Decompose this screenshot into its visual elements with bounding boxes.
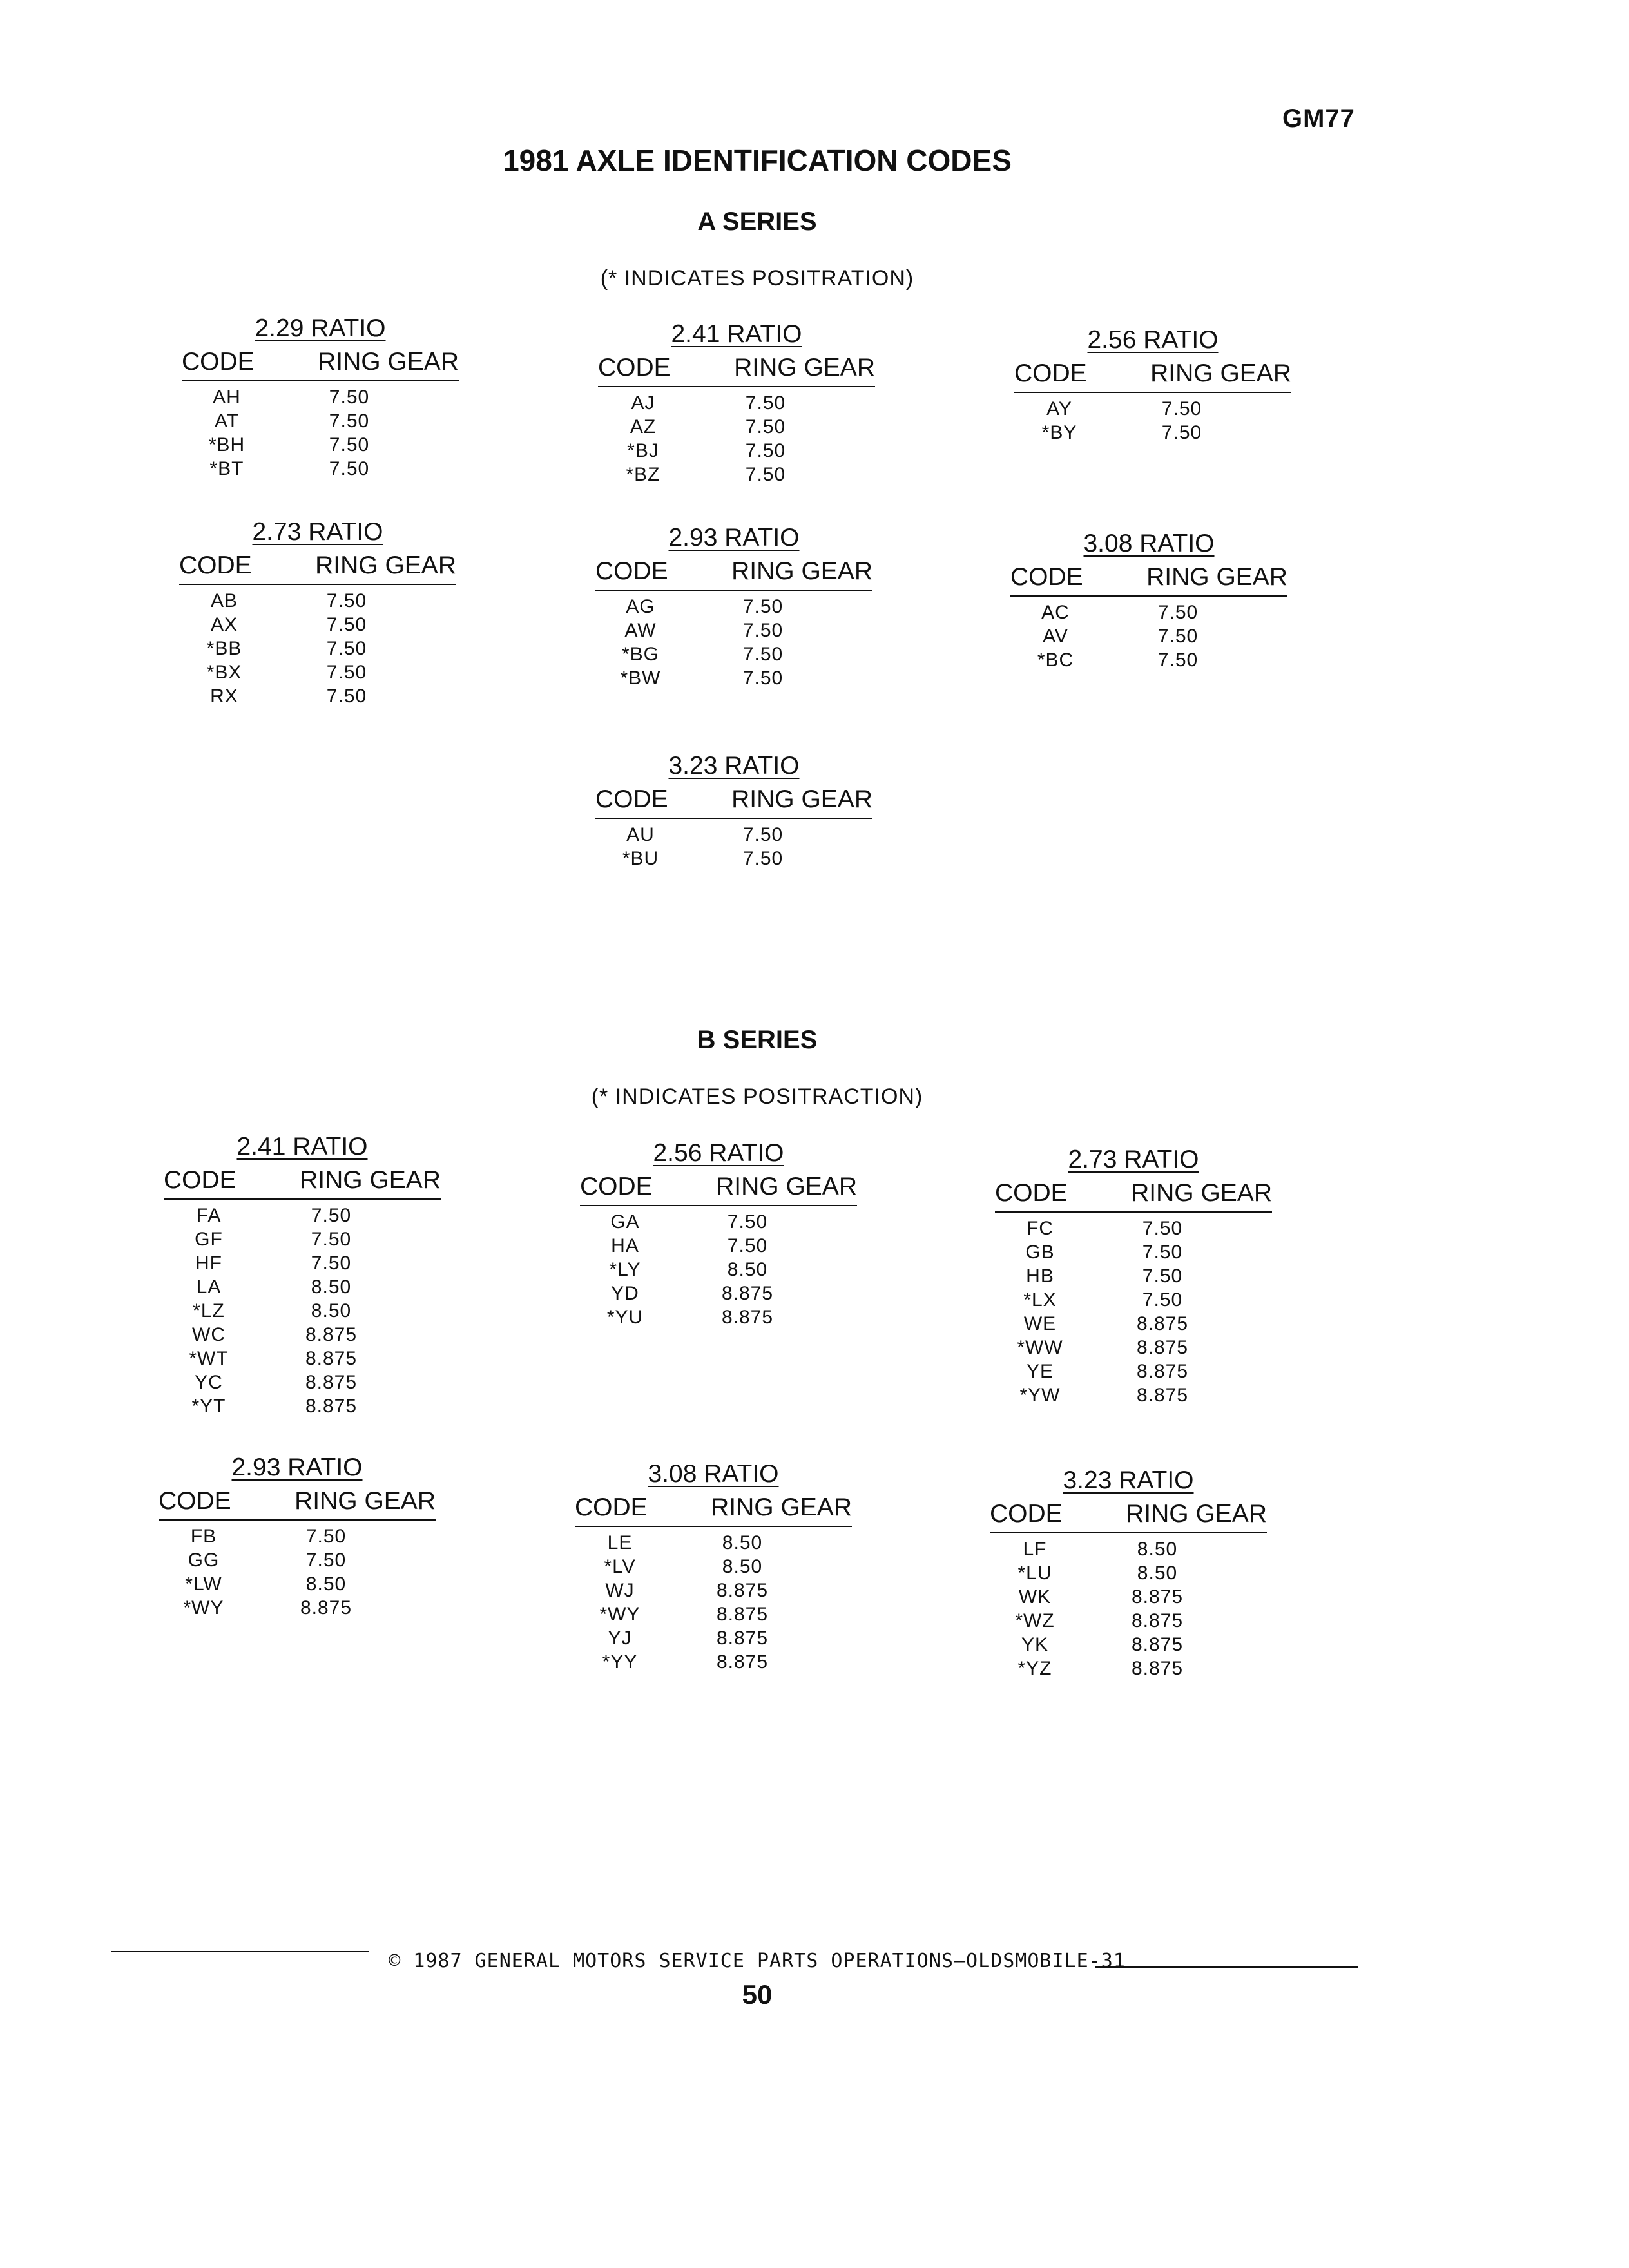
ring-gear-size: 7.50 <box>727 1235 768 1256</box>
ring-gear-size: 8.875 <box>1136 1361 1189 1382</box>
axle-code: GF <box>195 1229 223 1250</box>
table-row <box>1010 601 1287 624</box>
table-row <box>595 666 872 690</box>
table-row <box>179 660 456 684</box>
column-header <box>164 1166 441 1200</box>
axle-code: *BW <box>620 668 661 689</box>
ratio-label: 3.08 RATIO <box>648 1460 779 1488</box>
table-body <box>182 385 459 481</box>
ring-gear-size: 7.50 <box>329 458 370 479</box>
axle-code: *BY <box>1041 422 1077 443</box>
column-header <box>598 354 875 387</box>
code-column-header: CODE <box>598 354 671 381</box>
ring-gear-size: 7.50 <box>727 1211 768 1233</box>
column-header <box>995 1179 1272 1213</box>
ring-gear-size: 7.50 <box>305 1526 347 1547</box>
axle-code: FC <box>1027 1218 1054 1239</box>
table-row <box>164 1347 441 1370</box>
ring-gear-size: 7.50 <box>1161 398 1202 419</box>
ring-gear-size: 7.50 <box>326 590 367 611</box>
ratio-table <box>595 524 872 690</box>
ring-gear-size: 8.50 <box>722 1556 763 1577</box>
ring-gear-size: 7.50 <box>1142 1242 1183 1263</box>
table-row <box>575 1531 852 1555</box>
table-row <box>595 619 872 642</box>
axle-code: AY <box>1046 398 1072 419</box>
ratio-heading <box>179 518 456 546</box>
axle-code: *BX <box>206 662 242 683</box>
ring-gear-size: 7.50 <box>742 668 784 689</box>
table-body <box>179 589 456 708</box>
b-series-heading: B SERIES <box>697 1026 818 1054</box>
table-row <box>995 1240 1272 1264</box>
ring-gear-column-header: RING GEAR <box>1150 360 1291 387</box>
table-row <box>182 409 459 433</box>
code-column-header: CODE <box>1010 563 1083 591</box>
axle-code: *LZ <box>193 1300 225 1321</box>
code-column-header: CODE <box>159 1487 231 1515</box>
table-row <box>580 1305 857 1329</box>
axle-code: FA <box>196 1205 222 1226</box>
ratio-label: 2.93 RATIO <box>668 524 800 552</box>
ring-gear-size: 7.50 <box>311 1205 352 1226</box>
table-body <box>580 1210 857 1329</box>
axle-code: AH <box>213 387 241 408</box>
ring-gear-size: 7.50 <box>1142 1289 1183 1311</box>
ring-gear-size: 7.50 <box>1157 626 1199 647</box>
ring-gear-size: 8.875 <box>305 1324 358 1345</box>
axle-code: *YY <box>602 1651 638 1673</box>
ratio-table <box>159 1454 436 1620</box>
ring-gear-column-header: RING GEAR <box>1146 563 1287 591</box>
axle-code: *LU <box>1017 1562 1052 1584</box>
ring-gear-size: 8.875 <box>1136 1385 1189 1406</box>
axle-code: HA <box>611 1235 639 1256</box>
axle-code: *YZ <box>1017 1658 1052 1679</box>
axle-code: *YW <box>1019 1385 1061 1406</box>
axle-code: AJ <box>631 392 655 414</box>
ring-gear-size: 8.50 <box>727 1259 768 1280</box>
table-row <box>595 847 872 870</box>
axle-code: YK <box>1021 1634 1049 1655</box>
ratio-label: 3.23 RATIO <box>668 752 800 780</box>
table-row <box>575 1555 852 1579</box>
ring-gear-size: 8.50 <box>1137 1562 1178 1584</box>
axle-code: AG <box>626 596 655 617</box>
ratio-heading <box>159 1454 436 1482</box>
table-row <box>580 1258 857 1282</box>
table-row <box>164 1275 441 1299</box>
axle-code: GB <box>1025 1242 1055 1263</box>
axle-code: *LX <box>1023 1289 1057 1311</box>
ratio-table <box>575 1460 852 1674</box>
axle-code: *YU <box>606 1307 644 1328</box>
table-row <box>580 1210 857 1234</box>
axle-code: *BJ <box>627 440 659 461</box>
ratio-label: 2.73 RATIO <box>1068 1146 1199 1173</box>
ring-gear-column-header: RING GEAR <box>1126 1500 1267 1528</box>
table-row <box>575 1626 852 1650</box>
table-row <box>595 595 872 619</box>
table-row <box>179 684 456 708</box>
ratio-label: 2.56 RATIO <box>653 1139 784 1167</box>
ring-gear-size: 8.875 <box>716 1651 769 1673</box>
code-column-header: CODE <box>575 1494 648 1521</box>
table-row <box>598 391 875 415</box>
ring-gear-column-header: RING GEAR <box>300 1166 441 1194</box>
ring-gear-column-header: RING GEAR <box>731 557 872 585</box>
ring-gear-size: 7.50 <box>305 1550 347 1571</box>
axle-code: AT <box>214 410 240 432</box>
axle-code: AZ <box>630 416 657 437</box>
ring-gear-size: 8.875 <box>1131 1658 1184 1679</box>
ratio-table <box>182 314 459 481</box>
axle-code: *WY <box>183 1597 224 1619</box>
table-row <box>990 1609 1267 1633</box>
table-row <box>595 642 872 666</box>
axle-code: *WZ <box>1015 1610 1055 1631</box>
table-row <box>575 1579 852 1602</box>
table-body <box>1014 397 1291 445</box>
ring-gear-column-header: RING GEAR <box>315 552 456 579</box>
ratio-table <box>598 320 875 486</box>
table-row <box>575 1650 852 1674</box>
ring-gear-size: 7.50 <box>326 686 367 707</box>
ratio-heading <box>580 1139 857 1168</box>
table-row <box>595 823 872 847</box>
axle-code: WJ <box>605 1580 635 1601</box>
ratio-label: 2.56 RATIO <box>1087 326 1219 354</box>
code-column-header: CODE <box>595 785 668 813</box>
table-row <box>990 1585 1267 1609</box>
table-row <box>990 1561 1267 1585</box>
table-row <box>179 637 456 660</box>
axle-code: WE <box>1023 1313 1057 1334</box>
table-body <box>990 1537 1267 1680</box>
table-row <box>159 1596 436 1620</box>
axle-code: LE <box>607 1532 633 1553</box>
column-header <box>580 1173 857 1206</box>
axle-code: RX <box>210 686 238 707</box>
code-column-header: CODE <box>182 348 255 376</box>
ratio-heading <box>1014 326 1291 354</box>
axle-code: AV <box>1043 626 1068 647</box>
ring-gear-size: 8.875 <box>716 1604 769 1625</box>
ring-gear-size: 7.50 <box>1142 1265 1183 1287</box>
ring-gear-size: 8.875 <box>716 1628 769 1649</box>
ring-gear-size: 7.50 <box>745 464 786 485</box>
table-row <box>164 1251 441 1275</box>
ring-gear-size: 8.875 <box>1131 1610 1184 1631</box>
axle-code: *BT <box>209 458 244 479</box>
column-header <box>1010 563 1287 597</box>
ring-gear-column-header: RING GEAR <box>1131 1179 1272 1207</box>
ratio-table <box>164 1133 441 1418</box>
axle-code: AU <box>626 824 655 845</box>
column-header <box>595 557 872 591</box>
ring-gear-size: 7.50 <box>329 434 370 456</box>
ring-gear-column-header: RING GEAR <box>318 348 459 376</box>
table-row <box>179 613 456 637</box>
ratio-heading <box>595 524 872 552</box>
table-row <box>164 1394 441 1418</box>
table-row <box>182 385 459 409</box>
table-row <box>995 1383 1272 1407</box>
ratio-label: 2.73 RATIO <box>252 518 383 546</box>
table-body <box>575 1531 852 1674</box>
ring-gear-column-header: RING GEAR <box>294 1487 436 1515</box>
table-row <box>164 1227 441 1251</box>
ring-gear-size: 8.875 <box>300 1597 352 1619</box>
code-column-header: CODE <box>995 1179 1068 1207</box>
axle-code: AC <box>1041 602 1070 623</box>
a-series-note: (* INDICATES POSITRATION) <box>600 266 914 291</box>
table-row <box>580 1234 857 1258</box>
axle-code: GG <box>188 1550 220 1571</box>
code-column-header: CODE <box>179 552 252 579</box>
table-row <box>1014 421 1291 445</box>
axle-code: *LV <box>604 1556 636 1577</box>
table-row <box>1010 624 1287 648</box>
ring-gear-size: 7.50 <box>329 410 370 432</box>
ring-gear-size: 7.50 <box>326 662 367 683</box>
column-header <box>179 552 456 585</box>
table-row <box>990 1657 1267 1680</box>
axle-code: *YT <box>191 1396 226 1417</box>
table-row <box>1014 397 1291 421</box>
ratio-table <box>179 518 456 708</box>
axle-code: *LY <box>609 1259 641 1280</box>
code-column-header: CODE <box>990 1500 1063 1528</box>
ring-gear-size: 7.50 <box>311 1229 352 1250</box>
ring-gear-size: 7.50 <box>1157 649 1199 671</box>
ratio-heading <box>598 320 875 349</box>
ring-gear-column-header: RING GEAR <box>731 785 872 813</box>
column-header <box>575 1494 852 1527</box>
table-body <box>598 391 875 486</box>
ratio-label: 2.93 RATIO <box>231 1454 363 1481</box>
axle-code: AB <box>210 590 238 611</box>
table-row <box>990 1633 1267 1657</box>
ring-gear-size: 7.50 <box>1142 1218 1183 1239</box>
axle-code: YE <box>1026 1361 1054 1382</box>
ring-gear-size: 8.875 <box>721 1283 774 1304</box>
code-column-header: CODE <box>580 1173 653 1200</box>
axle-code: HB <box>1026 1265 1054 1287</box>
ring-gear-size: 7.50 <box>745 392 786 414</box>
table-row <box>995 1360 1272 1383</box>
ring-gear-size: 8.50 <box>1137 1539 1178 1560</box>
ratio-heading <box>990 1466 1267 1495</box>
table-row <box>575 1602 852 1626</box>
ring-gear-size: 7.50 <box>1157 602 1199 623</box>
axle-code: *BU <box>622 848 659 869</box>
ratio-table <box>595 752 872 870</box>
table-body <box>164 1204 441 1418</box>
axle-code: *WT <box>189 1348 229 1369</box>
code-column-header: CODE <box>595 557 668 585</box>
axle-code: WK <box>1018 1586 1052 1608</box>
axle-code: YJ <box>608 1628 632 1649</box>
ring-gear-size: 8.875 <box>305 1372 358 1393</box>
ratio-label: 3.23 RATIO <box>1063 1466 1194 1494</box>
ring-gear-size: 8.875 <box>305 1348 358 1369</box>
ring-gear-size: 8.50 <box>311 1276 352 1298</box>
column-header <box>1014 360 1291 393</box>
table-row <box>164 1299 441 1323</box>
table-row <box>164 1204 441 1227</box>
axle-code: HF <box>195 1253 222 1274</box>
ring-gear-size: 7.50 <box>326 614 367 635</box>
axle-code: *WW <box>1017 1337 1063 1358</box>
table-row <box>182 457 459 481</box>
ring-gear-size: 8.875 <box>1136 1337 1189 1358</box>
ring-gear-size: 7.50 <box>326 638 367 659</box>
ring-gear-size: 8.875 <box>1131 1586 1184 1608</box>
ratio-heading <box>182 314 459 343</box>
table-row <box>159 1572 436 1596</box>
ring-gear-column-header: RING GEAR <box>716 1173 857 1200</box>
axle-code: WC <box>192 1324 226 1345</box>
axle-code: YC <box>195 1372 223 1393</box>
axle-code: YD <box>611 1283 639 1304</box>
a-series-heading: A SERIES <box>697 207 817 236</box>
ring-gear-size: 7.50 <box>742 644 784 665</box>
axle-code: LF <box>1023 1539 1047 1560</box>
ring-gear-column-header: RING GEAR <box>711 1494 852 1521</box>
column-header <box>182 348 459 381</box>
table-body <box>595 595 872 690</box>
axle-code: LA <box>196 1276 222 1298</box>
ring-gear-size: 8.50 <box>311 1300 352 1321</box>
axle-code: AW <box>624 620 657 641</box>
ring-gear-size: 7.50 <box>1161 422 1202 443</box>
table-row <box>598 463 875 486</box>
axle-code: GA <box>610 1211 640 1233</box>
table-row <box>995 1288 1272 1312</box>
b-series-note: (* INDICATES POSITRACTION) <box>591 1084 923 1109</box>
ring-gear-size: 7.50 <box>742 848 784 869</box>
ring-gear-column-header: RING GEAR <box>734 354 875 381</box>
ring-gear-size: 7.50 <box>742 596 784 617</box>
column-header <box>159 1487 436 1521</box>
table-row <box>995 1216 1272 1240</box>
table-row <box>995 1264 1272 1288</box>
ring-gear-size: 8.875 <box>716 1580 769 1601</box>
table-row <box>598 439 875 463</box>
ring-gear-size: 8.875 <box>1136 1313 1189 1334</box>
table-row <box>990 1537 1267 1561</box>
table-row <box>164 1323 441 1347</box>
ring-gear-size: 8.875 <box>305 1396 358 1417</box>
page-number: 50 <box>742 1979 773 2010</box>
axle-code: *WY <box>599 1604 641 1625</box>
ratio-label: 3.08 RATIO <box>1083 530 1215 557</box>
ratio-table <box>1010 530 1287 672</box>
axle-code: *BC <box>1037 649 1074 671</box>
ratio-heading <box>575 1460 852 1488</box>
ring-gear-size: 8.50 <box>305 1573 347 1595</box>
ratio-label: 2.41 RATIO <box>671 320 802 348</box>
footer-copyright: © 1987 GENERAL MOTORS SERVICE PARTS OPERATIONS—OLDSMOBILE-31 <box>389 1950 1126 1972</box>
table-body <box>159 1524 436 1620</box>
table-body <box>1010 601 1287 672</box>
table-body <box>995 1216 1272 1407</box>
axle-code: FB <box>190 1526 217 1547</box>
ring-gear-size: 7.50 <box>311 1253 352 1274</box>
ring-gear-size: 8.875 <box>721 1307 774 1328</box>
ratio-label: 2.41 RATIO <box>236 1133 368 1160</box>
table-row <box>164 1370 441 1394</box>
table-row <box>1010 648 1287 672</box>
table-row <box>159 1524 436 1548</box>
ratio-heading <box>164 1133 441 1161</box>
document-code: GM77 <box>1282 104 1355 133</box>
axle-code: *BB <box>206 638 242 659</box>
table-row <box>580 1282 857 1305</box>
ring-gear-size: 7.50 <box>745 440 786 461</box>
table-row <box>598 415 875 439</box>
table-body <box>595 823 872 870</box>
table-row <box>159 1548 436 1572</box>
ratio-table <box>580 1139 857 1329</box>
code-column-header: CODE <box>164 1166 236 1194</box>
ring-gear-size: 7.50 <box>745 416 786 437</box>
ring-gear-size: 7.50 <box>742 824 784 845</box>
axle-code: *BZ <box>626 464 660 485</box>
ring-gear-size: 7.50 <box>329 387 370 408</box>
ring-gear-size: 7.50 <box>742 620 784 641</box>
ring-gear-size: 8.50 <box>722 1532 763 1553</box>
table-row <box>182 433 459 457</box>
code-column-header: CODE <box>1014 360 1087 387</box>
ratio-heading <box>995 1146 1272 1174</box>
axle-code: *LW <box>185 1573 222 1595</box>
ratio-heading <box>1010 530 1287 558</box>
axle-code: *BG <box>621 644 660 665</box>
table-row <box>995 1336 1272 1360</box>
page-title: 1981 AXLE IDENTIFICATION CODES <box>503 144 1012 177</box>
column-header <box>990 1500 1267 1533</box>
table-row <box>179 589 456 613</box>
table-row <box>995 1312 1272 1336</box>
ratio-table <box>1014 326 1291 445</box>
ratio-label: 2.29 RATIO <box>255 314 386 342</box>
axle-code: *BH <box>208 434 246 456</box>
ratio-table <box>995 1146 1272 1407</box>
ring-gear-size: 8.875 <box>1131 1634 1184 1655</box>
column-header <box>595 785 872 819</box>
ratio-table <box>990 1466 1267 1680</box>
axle-code: AX <box>210 614 238 635</box>
ratio-heading <box>595 752 872 780</box>
